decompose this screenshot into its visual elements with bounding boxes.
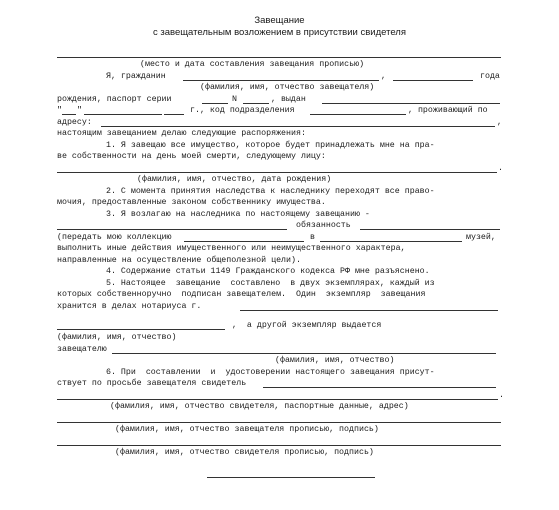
witness-name-blank[interactable]: [263, 387, 496, 388]
p5-text-1: 5. Настоящее завещание составлено в двух экземплярах, каждый из: [106, 279, 435, 288]
p5-line-4: [0, 320, 559, 331]
issued-label: , выдан: [271, 95, 306, 104]
passport-number-blank[interactable]: [243, 103, 269, 104]
address-blank[interactable]: [101, 126, 495, 127]
passport-series-blank[interactable]: [202, 103, 228, 104]
division-code-blank[interactable]: [310, 114, 406, 115]
year-label: года: [480, 72, 500, 81]
testator-name-blank[interactable]: [183, 80, 379, 81]
witness-caption: (фамилия, имя, отчество свидетеля, паспортные данные, адрес): [110, 402, 409, 411]
notary-caption: (фамилия, имя, отчество): [57, 333, 177, 342]
heir-blank[interactable]: [57, 172, 497, 173]
issued-by-blank[interactable]: [322, 103, 500, 104]
testator-caption-row: [0, 82, 559, 93]
passport-row: [0, 94, 559, 105]
issue-month-blank[interactable]: [84, 114, 162, 115]
witness-sign-caption: (фамилия, имя, отчество свидетеля прописью, подпись): [115, 448, 374, 457]
p5-line-1: [0, 278, 559, 289]
p1-line-1: [0, 140, 559, 151]
passport-number-label: N: [232, 95, 237, 104]
p2-text-2: мочия, предоставленные законом собственнику имущества.: [57, 198, 326, 207]
testator-sign-row: [0, 413, 559, 424]
quote-close: ": [77, 106, 82, 115]
place-date-blank[interactable]: [57, 57, 501, 58]
p5-line-2: [0, 289, 559, 300]
p5-text-4: , а другой экземпляр выдается: [232, 321, 382, 330]
declare-text: настоящим завещанием делаю следующие распоряжения:: [57, 129, 306, 138]
to-testator-blank[interactable]: [112, 353, 496, 354]
notary-city-blank[interactable]: [240, 310, 498, 311]
p2-line-1: [0, 186, 559, 197]
heir-row: [0, 163, 559, 174]
testator-comma: ,: [381, 72, 386, 81]
address-label: адресу:: [57, 118, 92, 127]
museum-blank[interactable]: [320, 241, 462, 242]
witness-data-blank[interactable]: [57, 399, 498, 400]
p5-text-2: которых собственноручно подписан завещателем. Один экземпляр завещания: [57, 290, 426, 299]
p2-text-1: 2. С момента принятия наследства к наследнику переходят все право-: [106, 187, 435, 196]
collection-label: (передать мою коллекцию: [57, 233, 172, 242]
p4-line: [0, 266, 559, 277]
p6-text-1: 6. При составлении и удостоверении настоящего завещания присут-: [106, 368, 435, 377]
obligation-label: обязанность: [296, 221, 351, 230]
p3-line-4: [0, 243, 559, 254]
p3-text-1: 3. Я возлагаю на наследника по настоящему завещанию -: [106, 210, 370, 219]
address-row: [0, 117, 559, 128]
p3-text-4: выполнить иные действия имущественного или неимущественного характера,: [57, 244, 406, 253]
p3-line-2: [0, 220, 559, 231]
p3-line-3: [0, 232, 559, 243]
obligation-blank[interactable]: [360, 229, 500, 230]
witness-data-row: [0, 390, 559, 401]
p4-text: 4. Содержание статьи 1149 Гражданского кодекса РФ мне разъяснено.: [106, 267, 430, 276]
to-label: в: [310, 233, 315, 242]
p6-line-2: [0, 378, 559, 389]
testator-label: Я, гражданин: [106, 72, 166, 81]
p1-line-2: [0, 151, 559, 162]
p2-line-2: [0, 197, 559, 208]
bottom-blank[interactable]: [207, 477, 375, 478]
testator-sign-caption-row: [0, 424, 559, 435]
issue-date-row: [0, 105, 559, 116]
address-comma: ,: [497, 118, 502, 127]
notary-caption-row: [0, 332, 559, 343]
heir-name-blank[interactable]: [57, 229, 287, 230]
testator-fio-caption: (фамилия, имя, отчество): [275, 356, 395, 365]
place-date-caption-row: [0, 59, 559, 70]
issue-day-blank[interactable]: [62, 114, 76, 115]
heir-caption: (фамилия, имя, отчество, дата рождения): [137, 175, 332, 184]
p6-text-2: ствует по просьбе завещателя свидетель: [57, 379, 247, 388]
quote-open: ": [57, 106, 62, 115]
testator-fio-caption-row: [0, 355, 559, 366]
witness-sign-blank[interactable]: [57, 445, 501, 446]
p6-line-1: [0, 367, 559, 378]
document-title: Завещание: [254, 15, 305, 26]
issue-year-blank[interactable]: [164, 114, 184, 115]
bottom-row: [0, 468, 559, 479]
witness-sign-caption-row: [0, 447, 559, 458]
p3-text-5: направленные на осуществление общеполезной цели).: [57, 256, 301, 265]
p3-line-1: [0, 209, 559, 220]
notary-name-blank[interactable]: [57, 329, 225, 330]
testator-row: [0, 71, 559, 82]
witness-sign-row: [0, 436, 559, 447]
heir-period: .: [498, 164, 503, 173]
testator-caption: (фамилия, имя, отчество завещателя): [200, 83, 375, 92]
collection-blank[interactable]: [184, 241, 304, 242]
heir-caption-row: [0, 174, 559, 185]
place-date-row: [0, 48, 559, 59]
division-code-label: г., код подразделения: [190, 106, 295, 115]
place-date-caption: (место и дата составления завещания прописью): [140, 60, 365, 69]
p1-text-1: 1. Я завещаю все имущество, которое будет принадлежать мне на пра-: [106, 141, 435, 150]
testator-sign-blank[interactable]: [57, 422, 501, 423]
declare-row: [0, 128, 559, 139]
museum-label: музей,: [466, 233, 496, 242]
birth-date-blank[interactable]: [393, 80, 473, 81]
document-subtitle: с завещательным возложением в присутствии свидетеля: [152, 27, 406, 38]
passport-label: рождения, паспорт серии: [57, 95, 172, 104]
p5-text-3: хранится в делах нотариуса г.: [57, 302, 202, 311]
witness-caption-row: [0, 401, 559, 412]
residing-label: , проживающий по: [408, 106, 488, 115]
testator-sign-caption: (фамилия, имя, отчество завещателя прописью, подпись): [115, 425, 379, 434]
to-testator-label: завещателю: [57, 345, 107, 354]
p5-line-3: [0, 301, 559, 312]
witness-period: .: [499, 391, 504, 400]
p1-text-2: ве собственности на день моей смерти, следующему лицу:: [57, 152, 326, 161]
to-testator-row: [0, 344, 559, 355]
p3-line-5: [0, 255, 559, 266]
